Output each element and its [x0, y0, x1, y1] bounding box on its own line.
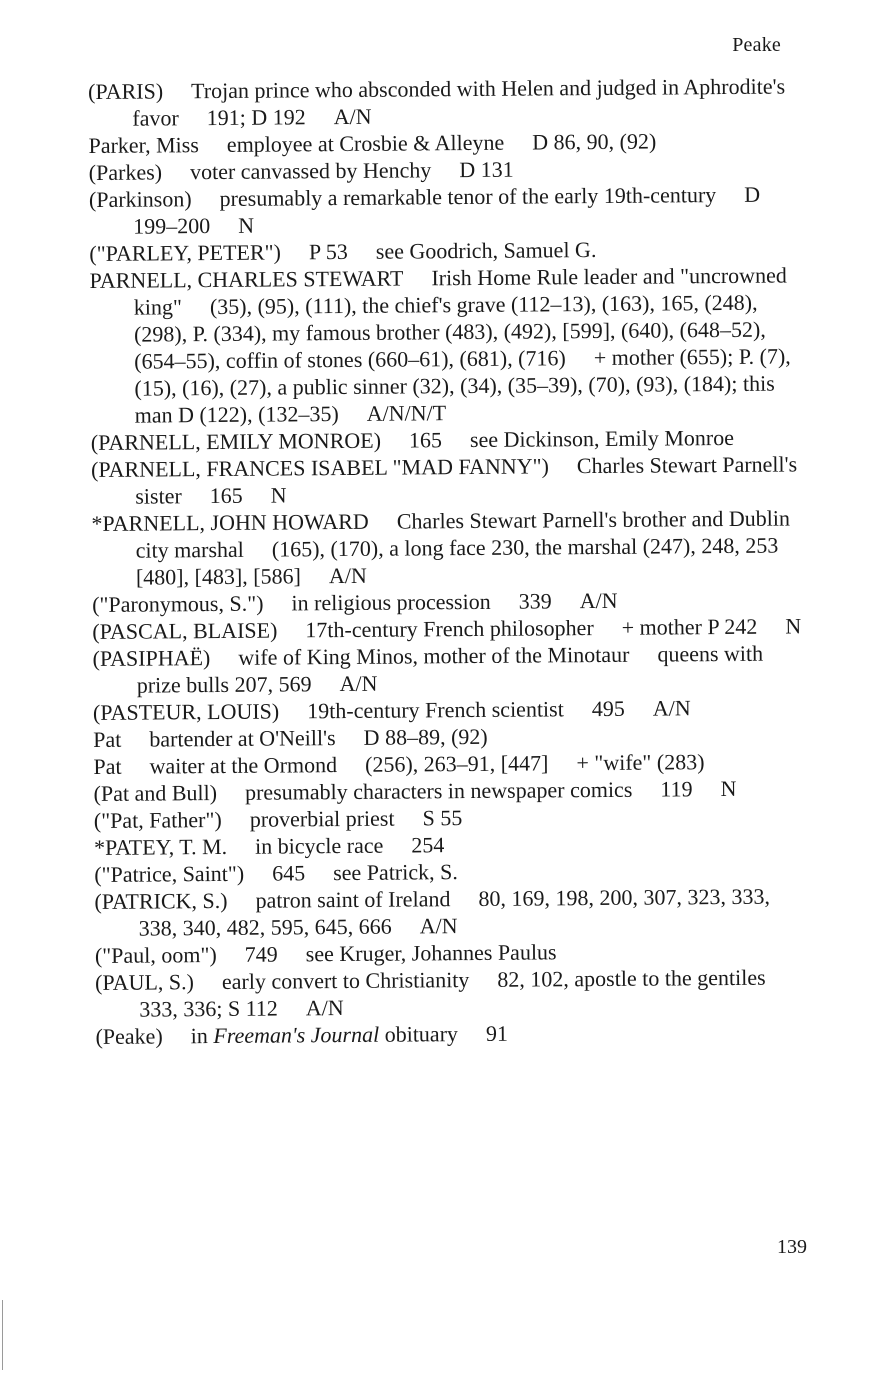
running-head: Peake: [732, 34, 781, 56]
entry-segment: Irish Home Rule leader and "uncrowned king": [133, 262, 787, 320]
entry-heading: ("Pat, Father"): [93, 806, 222, 833]
entry-segment: N: [270, 482, 287, 508]
entry-segment: 119: [660, 776, 693, 802]
entry-heading: ("PARLEY, PETER"): [89, 239, 282, 266]
entry-segment: D 88–89, (92): [363, 723, 488, 750]
entry-segment: 191; D 192: [206, 104, 306, 131]
page-number: 139: [777, 1236, 807, 1258]
entry-segment: 339: [518, 588, 552, 614]
entry-segment: obituary: [379, 1021, 459, 1047]
entry-segment: 254: [411, 832, 445, 858]
entry-segment: (256), 263–91, [447]: [364, 750, 549, 777]
entry-heading: (Parkinson): [88, 186, 192, 212]
entry-segment: N: [785, 613, 802, 639]
entry-heading: (PASIPHAË): [92, 645, 211, 671]
index-entry: [94, 882, 806, 942]
index-entries: [88, 72, 808, 1050]
entry-heading: ("Patrice, Saint"): [94, 860, 245, 887]
entry-segment: D 131: [459, 156, 514, 183]
entry-segment: A/N: [333, 103, 372, 130]
entry-heading: Pat: [93, 753, 122, 779]
entry-segment: N: [720, 775, 737, 802]
entry-segment: 91: [485, 1020, 509, 1046]
entry-segment: Charles Stewart Parnell's brother and Dublin city marshal: [135, 505, 790, 563]
entry-segment: A/N: [328, 562, 367, 589]
entry-segment: patron saint of Ireland: [255, 886, 451, 913]
entry-segment: 165: [408, 427, 443, 453]
entry-segment: in bicycle race: [255, 832, 384, 859]
entry-heading: (Pat and Bull): [93, 780, 218, 806]
entry-segment: P 53: [308, 238, 348, 265]
index-entry: [91, 450, 803, 510]
entry-segment: A/N: [419, 913, 458, 939]
entry-segment: 165: [209, 482, 243, 509]
entry-heading: ("Paul, oom"): [94, 942, 217, 968]
entry-heading: (PATRICK, S.): [94, 887, 228, 914]
index-entry: [89, 180, 801, 240]
entry-segment: A/N: [652, 695, 691, 721]
entry-segment: employee at Crosbie & Alleyne: [226, 129, 505, 157]
index-entry: [95, 963, 807, 1023]
entry-segment: + mother P 242: [621, 613, 758, 640]
entry-heading: (PAUL, S.): [95, 969, 195, 995]
entry-heading: *PARNELL, JOHN HOWARD: [91, 508, 369, 536]
entry-segment: Trojan prince who absconded with Helen and judged in Aphrodite's favor: [132, 73, 786, 131]
entry-segment: 82, 102, apostle to the gentiles 333, 336; S 112: [139, 964, 766, 1022]
entry-segment: (165), (170), a long face 230, the marshal (247), 248, 253 [480], [483], [586]: [135, 532, 779, 590]
entry-heading: *PATEY, T. M.: [93, 833, 228, 860]
entry-segment: waiter at the Ormond: [149, 752, 338, 779]
entry-segment: + "wife" (283): [576, 749, 705, 776]
entry-heading: (PARNELL, EMILY MONROE): [90, 427, 382, 455]
scan-edge-mark: [2, 1300, 3, 1370]
entry-segment: see Patrick, S.: [333, 859, 458, 886]
entry-segment: 17th-century French philosopher: [305, 615, 594, 643]
entry-segment: A/N: [305, 995, 344, 1021]
entry-segment: presumably characters in newspaper comics: [244, 776, 633, 805]
entry-segment: wife of King Minos, mother of the Minotaur: [238, 641, 630, 670]
entry-segment: + mother (655); P. (7), (15), (16), (27), a public sinner (32), (34), (35–39), (70), (93), (184); this man D (122), (132–35): [134, 343, 791, 428]
index-entry: [95, 1017, 807, 1050]
entry-segment: S 55: [422, 805, 463, 831]
entry-segment: early convert to Christianity: [221, 967, 470, 994]
entry-segment: 645: [272, 860, 306, 886]
entry-segment: 19th-century French scientist: [307, 696, 564, 724]
entry-segment: Charles Stewart Parnell's sister: [135, 451, 798, 509]
entry-segment: proverbial priest: [249, 805, 395, 832]
entry-segment: 80, 169, 198, 200, 307, 323, 333, 338, 340, 482, 595, 645, 666: [138, 883, 770, 941]
entry-segment: voter canvassed by Henchy: [189, 157, 432, 185]
entry-heading: PARNELL, CHARLES STEWART: [89, 265, 404, 293]
entry-segment: A/N/N/T: [366, 400, 447, 426]
index-entry: [92, 639, 804, 699]
entry-segment: queens with prize bulls 207, 569: [136, 640, 764, 698]
entry-segment: A/N: [579, 587, 618, 614]
entry-segment: see Dickinson, Emily Monroe: [469, 424, 735, 453]
entry-heading: Parker, Miss: [88, 132, 199, 158]
entry-heading: (Peake): [95, 1023, 163, 1049]
entry-heading: (PARNELL, FRANCES ISABEL "MAD FANNY"): [90, 453, 549, 482]
entry-segment: (35), (95), (111), the chief's grave (112–13), (163), 165, (248), (298), P. (334), my famous brother (483), (492), [599], (640), (648–52), (654–55), coffin of stones (660–61), (681), (716): [133, 289, 766, 374]
entry-segment: 495: [591, 695, 625, 722]
entry-segment: presumably a remarkable tenor of the early 19th-century: [219, 182, 717, 211]
entry-segment: see Goodrich, Samuel G.: [375, 237, 597, 264]
index-entry: [91, 504, 804, 591]
entry-segment: A/N: [339, 670, 378, 697]
entry-segment: Freeman's Journal: [213, 1021, 380, 1049]
index-entry: [94, 774, 806, 807]
entry-heading: (PASTEUR, LOUIS): [92, 698, 280, 725]
entry-segment: 749: [244, 941, 278, 967]
entry-heading: (PASCAL, BLAISE): [92, 617, 278, 644]
entry-segment: D 199–200: [133, 181, 761, 239]
entry-segment: bartender at O'Neill's: [149, 725, 336, 752]
entry-heading: ("Paronymous, S."): [92, 590, 264, 617]
entry-segment: in: [190, 1023, 214, 1049]
entry-heading: (Parkes): [88, 159, 163, 185]
entry-segment: N: [238, 212, 255, 238]
entry-segment: D 86, 90, (92): [532, 128, 657, 155]
entry-segment: in religious procession: [291, 588, 491, 616]
index-entry: [89, 261, 802, 429]
entry-segment: see Kruger, Johannes Paulus: [305, 939, 557, 967]
entry-heading: (PARIS): [88, 78, 164, 104]
index-entry: [88, 72, 800, 132]
entry-heading: Pat: [93, 726, 122, 752]
